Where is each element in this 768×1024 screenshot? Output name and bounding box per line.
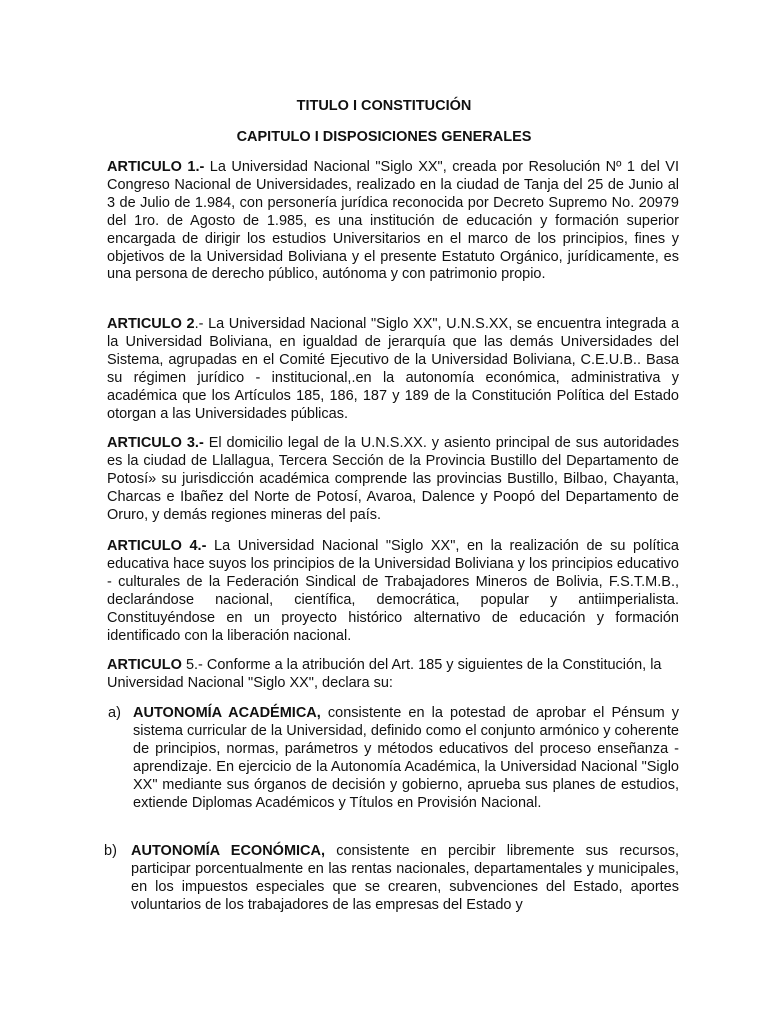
list-item-content bbox=[133, 705, 679, 812]
list-item-marker: b) bbox=[104, 843, 117, 859]
list-item-autonomia-academica bbox=[0, 705, 679, 835]
list-item-marker: a) bbox=[108, 705, 121, 721]
articulo-2 bbox=[107, 316, 679, 423]
articulo-1 bbox=[107, 159, 679, 284]
list-item-autonomia-economica bbox=[0, 843, 679, 923]
articulo-4-label: ARTICULO 4.- bbox=[107, 538, 207, 554]
articulo-1-text: La Universidad Nacional "Siglo XX", creada por Resolución Nº 1 del VI Congreso Nacional de Universidades, realizado en la ciudad de Tanja del 25 de Junio al 3 de Julio de 1.984, con personería jurídica reconocida por Decreto Supremo No. 20979 del 1ro. de Agosto de 1.985, es una institución de educación y formación superior encargada de dirigir los estudios Universitarios en el marco de los principios, fines y objetivos de la Universidad Boliviana y el presente Estatuto Orgánico, jurídicamente, es una persona de derecho público, autónoma y con patrimonio propio. bbox=[107, 159, 679, 283]
list-item-content bbox=[131, 843, 679, 915]
list-item-text: consistente en la potestad de aprobar el Pénsum y sistema curricular de la Universidad, definido como el conjunto armónico y coherente de principios, normas, parámetros y métodos educativos del proceso enseñanza - aprendizaje. En ejercicio de la Autonomía Académica, la Universidad Nacional "Siglo XX" mediante sus órganos de decisión y gobierno, aprueba sus planes de estudios, extiende Diplomas Académicos y Títulos en Provisión Nacional. bbox=[133, 705, 679, 811]
articulo-5-label: ARTICULO bbox=[107, 657, 182, 673]
list-item-label: AUTONOMÍA ECONÓMICA, bbox=[131, 843, 326, 859]
list-item-label: AUTONOMÍA ACADÉMICA, bbox=[133, 705, 321, 721]
articulo-2-text: .- La Universidad Nacional "Siglo XX", U.N.S.XX, se encuentra integrada a la Universidad Boliviana, en igualdad de jerarquía que las demás Universidades del Sistema, agrupadas en el Comité Ejecutivo de la Universidad Boliviana, C.E.U.B.. Basa su régimen jurídico - institucional,.en la autonomía económica, administrativa y académica que los Artículos 185, 186, 187 y 189 de la Constitución Política del Estado otorgan a las Universidades públicas. bbox=[107, 316, 680, 422]
articulo-3 bbox=[107, 435, 679, 525]
list-item-text: consistente en percibir libremente sus recursos, participar porcentualmente en las rentas nacionales, departamentales y municipales, en los impuestos especiales que se crearen, subvenciones del Estado, aportes voluntarios de los trabajadores de las empresas del Estado y bbox=[131, 843, 679, 913]
articulo-3-label: ARTICULO 3.- bbox=[107, 435, 204, 451]
articulo-5 bbox=[107, 657, 679, 693]
titulo-heading: TITULO I CONSTITUCIÓN bbox=[296, 98, 472, 114]
articulo-5-text: 5.- Conforme a la atribución del Art. 185 y siguientes de la Constitución, la Universidad Nacional "Siglo XX", declara su: bbox=[107, 657, 662, 691]
capitulo-heading: CAPITULO I DISPOSICIONES GENERALES bbox=[236, 129, 532, 145]
articulo-3-text: El domicilio legal de la U.N.S.XX. y asiento principal de sus autoridades es la ciudad de Llallagua, Tercera Sección de la Provincia Bustillo del Departamento de Potosí» su jurisdicción académica comprende las provincias Bustillo, Bilbao, Chayanta, Charcas e Ibañez del Norte de Potosí, Avaroa, Dalence y Poopó del Departamento de Oruro, y demás regiones mineras del país. bbox=[107, 435, 679, 523]
articulo-1-label: ARTICULO 1.- bbox=[107, 159, 205, 175]
articulo-2-label: ARTICULO 2 bbox=[107, 316, 195, 332]
articulo-4 bbox=[107, 538, 679, 645]
articulo-4-text: La Universidad Nacional "Siglo XX", en la realización de su política educativa hace suyos los principios de la Universidad Boliviana y los principios educativo - culturales de la Federación Sindical de Trabajadores Mineros de Bolivia, F.S.T.M.B., declarándose nacional, científica, democrática, popular y antiimperialista. Constituyéndose en un proyecto histórico alternativo de educación y formación identificado con la liberación nacional. bbox=[107, 538, 680, 644]
